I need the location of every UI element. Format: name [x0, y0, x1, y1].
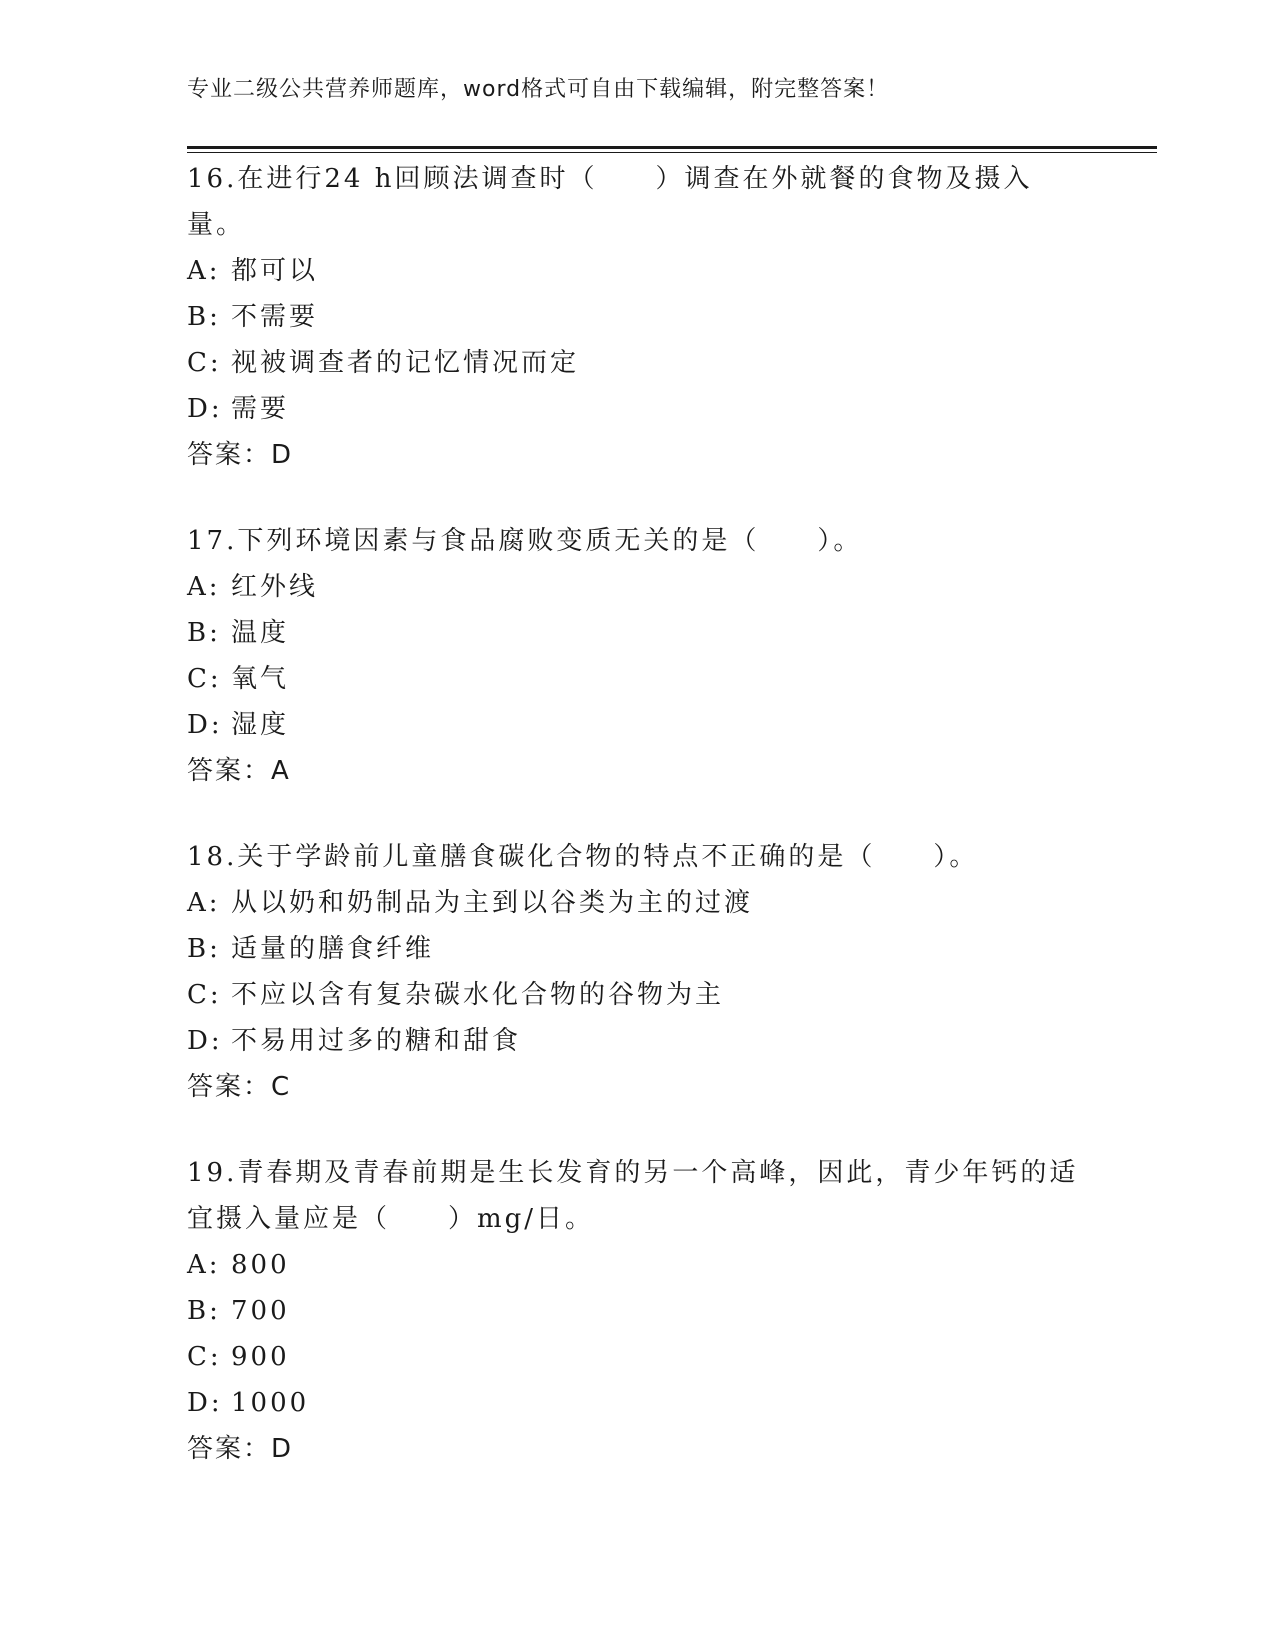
option-text: 700: [231, 1296, 290, 1326]
option-letter: C:: [187, 1342, 222, 1372]
option-letter: A:: [187, 256, 221, 286]
question-17: [187, 518, 1087, 794]
option-c: [187, 656, 1087, 702]
option-a: [187, 880, 1087, 926]
option-letter: A:: [187, 888, 221, 918]
option-letter: B:: [187, 302, 221, 332]
header-rule-thin: [187, 152, 1157, 153]
option-b: [187, 1288, 1087, 1334]
question-19: [187, 1150, 1087, 1472]
option-letter: D:: [187, 710, 223, 740]
option-letter: C:: [187, 664, 222, 694]
option-text: 湿度: [231, 710, 290, 740]
option-letter: C:: [187, 980, 222, 1010]
question-stem: 17.下列环境因素与食品腐败变质无关的是（ ）。: [187, 526, 863, 556]
option-text: 900: [231, 1342, 290, 1372]
option-letter: B:: [187, 934, 221, 964]
option-text: 视被调查者的记忆情况而定: [231, 348, 580, 378]
option-letter: D:: [187, 1388, 223, 1418]
option-b: [187, 926, 1087, 972]
option-c: [187, 1334, 1087, 1380]
answer-line: 答案：D: [187, 1434, 294, 1464]
option-c: [187, 340, 1087, 386]
option-c: [187, 972, 1087, 1018]
option-letter: B:: [187, 1296, 221, 1326]
option-d: [187, 386, 1087, 432]
option-d: [187, 702, 1087, 748]
option-d: [187, 1018, 1087, 1064]
question-16: [187, 156, 1087, 478]
question-stem: 16.在进行24 h回顾法调查时（ ）调查在外就餐的食物及摄入量。: [187, 164, 1033, 240]
option-text: 不需要: [231, 302, 319, 332]
option-b: [187, 610, 1087, 656]
answer-line: 答案：C: [187, 1072, 292, 1102]
option-b: [187, 294, 1087, 340]
option-text: 从以奶和奶制品为主到以谷类为主的过渡: [231, 888, 754, 918]
question-list: [187, 156, 1087, 1512]
option-a: [187, 248, 1087, 294]
option-text: 红外线: [231, 572, 319, 602]
option-letter: D:: [187, 1026, 223, 1056]
option-letter: A:: [187, 572, 221, 602]
option-text: 不应以含有复杂碳水化合物的谷物为主: [231, 980, 725, 1010]
option-d: [187, 1380, 1087, 1426]
option-text: 氧气: [231, 664, 290, 694]
header-rule-thick: [187, 146, 1157, 149]
option-letter: A:: [187, 1250, 221, 1280]
option-a: [187, 1242, 1087, 1288]
question-18: [187, 834, 1087, 1110]
option-a: [187, 564, 1087, 610]
option-text: 需要: [231, 394, 290, 424]
question-stem: 19.青春期及青春前期是生长发育的另一个高峰，因此，青少年钙的适宜摄入量应是（ ）mg/日。: [187, 1158, 1079, 1234]
page-header: 专业二级公共营养师题库，word格式可自由下载编辑，附完整答案！: [187, 77, 890, 102]
option-letter: D:: [187, 394, 223, 424]
option-text: 适量的膳食纤维: [231, 934, 435, 964]
option-text: 800: [231, 1250, 290, 1280]
option-text: 都可以: [231, 256, 319, 286]
option-letter: C:: [187, 348, 222, 378]
answer-line: 答案：D: [187, 440, 294, 470]
option-letter: B:: [187, 618, 221, 648]
answer-line: 答案：A: [187, 756, 291, 786]
question-stem: 18.关于学龄前儿童膳食碳化合物的特点不正确的是（ ）。: [187, 842, 979, 872]
option-text: 温度: [231, 618, 290, 648]
option-text: 不易用过多的糖和甜食: [231, 1026, 522, 1056]
option-text: 1000: [231, 1388, 310, 1418]
